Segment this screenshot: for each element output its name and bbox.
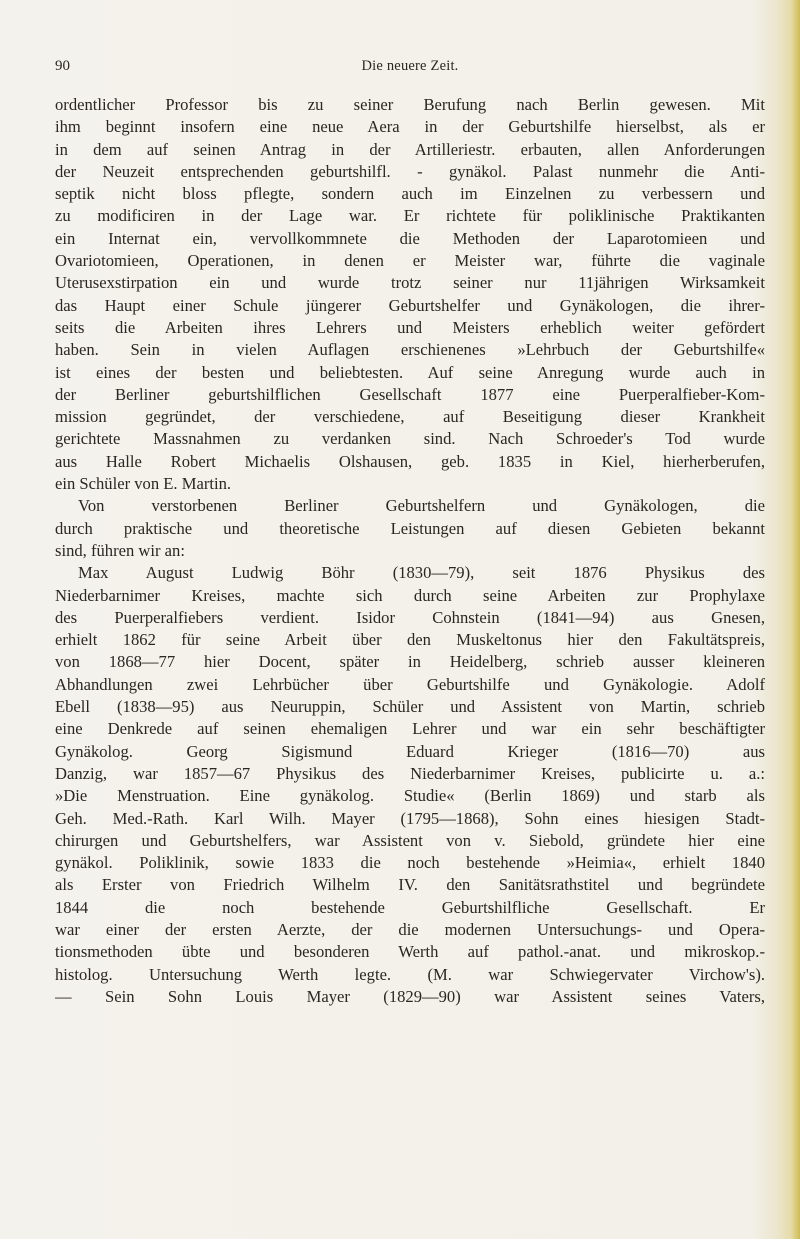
text-line: des Puerperalfiebers verdient. Isidor Cohnstein (1841—94) aus Gnesen, (55, 607, 765, 627)
text-line: 1844 die noch bestehende Geburtshilfliche Gesellschaft. Er (55, 897, 765, 917)
text-line: das Haupt einer Schule jüngerer Geburtshelfer und Gynäkologen, die ihrer- (55, 295, 765, 315)
text-line: ein Schüler von E. Martin. (55, 474, 232, 494)
text-line: septik nicht bloss pflegte, sondern auch im Einzelnen zu verbessern und (55, 184, 765, 204)
text-line: Ovariotomieen, Operationen, in denen er Meister war, führte die vaginale (55, 251, 765, 271)
text-line: sind, führen wir an: (55, 540, 185, 560)
text-line: Gynäkolog. Georg Sigismund Eduard Krieger (1816—70) aus (55, 741, 765, 761)
text-line: gerichtete Massnahmen zu verdanken sind. Nach Schroeder's Tod wurde (55, 429, 765, 449)
text-line: war einer der ersten Aerzte, der die modernen Untersuchungs- und Opera- (55, 919, 765, 939)
text-line: ein Internat ein, vervollkommnete die Methoden der Laparotomieen und (55, 228, 765, 248)
text-line: Von verstorbenen Berliner Geburtshelfern und Gynäkologen, die (78, 496, 765, 516)
body-text (55, 94, 765, 1008)
text-line: gynäkol. Poliklinik, sowie 1833 die noch bestehende »Heimia«, erhielt 1840 (55, 853, 765, 873)
text-line: Ebell (1838—95) aus Neuruppin, Schüler und Assistent von Martin, schrieb (55, 697, 765, 717)
text-line: Max August Ludwig Böhr (1830—79), seit 1876 Physikus des (78, 563, 765, 583)
text-line: eine Denkrede auf seinen ehemaligen Lehrer und war ein sehr beschäftigter (55, 719, 765, 739)
text-line: tionsmethoden übte und besonderen Werth auf pathol.-anat. und mikroskop.- (55, 942, 765, 962)
running-head: Die neuere Zeit. (361, 58, 459, 74)
text-line: Niederbarnimer Kreises, machte sich durch seine Arbeiten zur Prophylaxe (55, 585, 765, 605)
text-line: »Die Menstruation. Eine gynäkolog. Studie« (Berlin 1869) und starb als (55, 786, 765, 806)
text-line: der Neuzeit entsprechenden geburtshilfl. - gynäkol. Palast nunmehr die Anti- (55, 161, 765, 181)
text-line: histolog. Untersuchung Werth legte. (M. war Schwiegervater Virchow's). (55, 964, 765, 984)
text-line: seits die Arbeiten ihres Lehrers und Meisters erheblich weiter gefördert (55, 317, 765, 337)
text-line: ist eines der besten und beliebtesten. Auf seine Anregung wurde auch in (55, 362, 765, 382)
text-line: Uterusexstirpation ein und wurde trotz seiner nur 11jährigen Wirksamkeit (55, 273, 765, 293)
text-line: — Sein Sohn Louis Mayer (1829—90) war Assistent seines Vaters, (55, 986, 765, 1006)
text-line: erhielt 1862 für seine Arbeit über den Muskeltonus hier den Fakultätspreis, (55, 630, 765, 650)
text-line: ordentlicher Professor bis zu seiner Berufung nach Berlin gewesen. Mit (55, 95, 765, 114)
page-number: 90 (55, 58, 70, 74)
text-line: Danzig, war 1857—67 Physikus des Niederbarnimer Kreises, publicirte u. a.: (55, 763, 765, 783)
text-line: Geh. Med.-Rath. Karl Wilh. Mayer (1795—1868), Sohn eines hiesigen Stadt- (55, 808, 765, 828)
text-line: der Berliner geburtshilflichen Gesellschaft 1877 eine Puerperalfieber-Kom- (55, 384, 765, 404)
text-line: durch praktische und theoretische Leistungen auf diesen Gebieten bekannt (55, 518, 765, 538)
page-header (55, 58, 765, 80)
text-line: haben. Sein in vielen Auflagen erschienenes »Lehrbuch der Geburtshilfe« (55, 340, 765, 360)
text-line: aus Halle Robert Michaelis Olshausen, geb. 1835 in Kiel, hierherberufen, (55, 451, 765, 471)
text-line: chirurgen und Geburtshelfers, war Assistent von v. Siebold, gründete hier eine (55, 830, 765, 850)
text-line: ihm beginnt insofern eine neue Aera in der Geburtshilfe hierselbst, als er (55, 117, 765, 137)
text-line: von 1868—77 hier Docent, später in Heidelberg, schrieb ausser kleineren (55, 652, 765, 672)
page-edge (791, 0, 800, 1239)
text-line: Abhandlungen zwei Lehrbücher über Geburtshilfe und Gynäkologie. Adolf (55, 674, 765, 694)
text-line: als Erster von Friedrich Wilhelm IV. den Sanitätsrathstitel und begründete (55, 875, 765, 895)
text-line: zu modificiren in der Lage war. Er richtete für poliklinische Praktikanten (55, 206, 765, 226)
text-line: mission gegründet, der verschiedene, auf Beseitigung dieser Krankheit (55, 407, 765, 427)
text-line: in dem auf seinen Antrag in der Artilleriestr. erbauten, allen Anforderungen (55, 139, 765, 159)
